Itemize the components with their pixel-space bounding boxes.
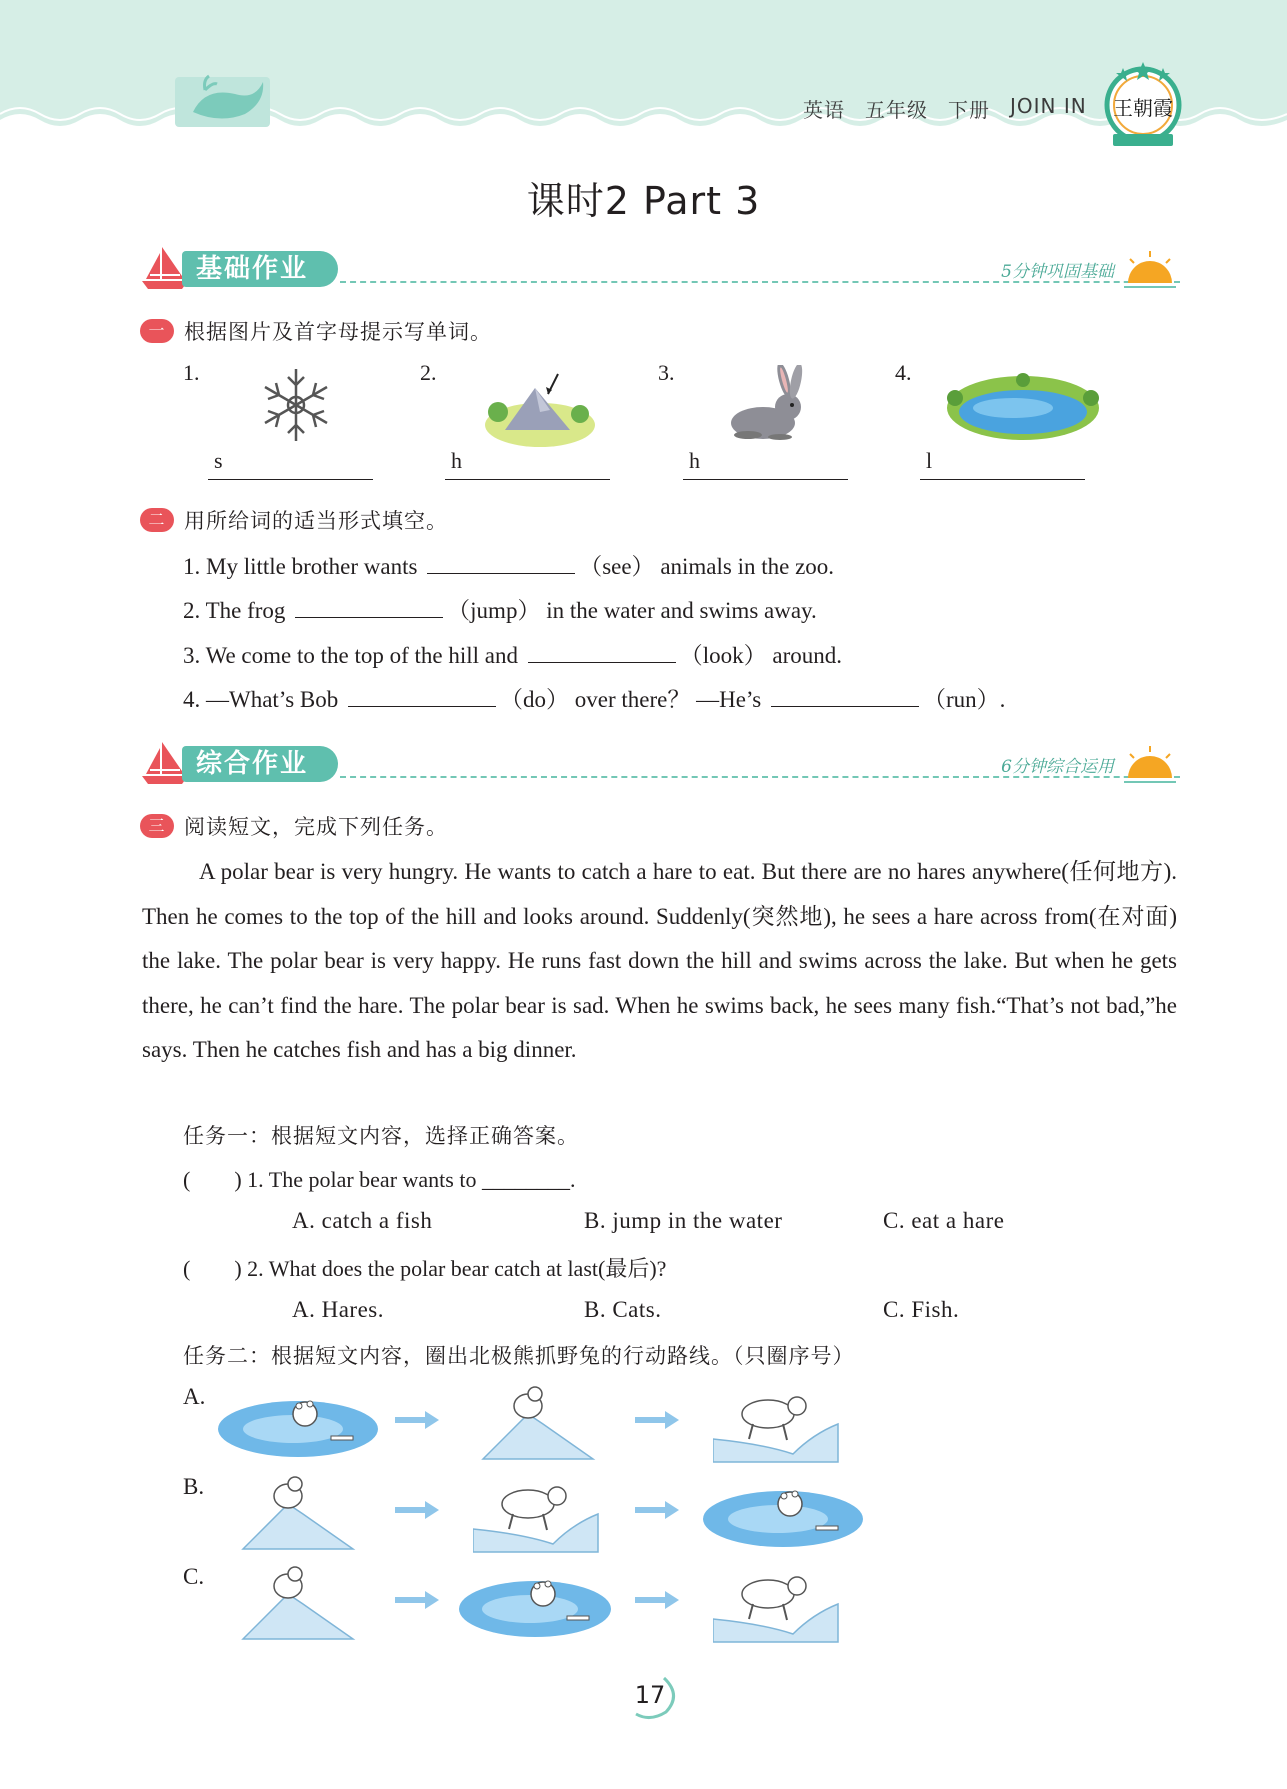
question-stem: 2. What does the polar bear catch at last(最后)? [247,1256,667,1281]
route-label[interactable]: B. [183,1474,205,1499]
sentence-text: 4. —What’s Bob [183,687,339,712]
bear-on-hill-icon [233,1564,363,1644]
picture-item-2 [420,360,620,480]
item-number: 1. [183,360,200,385]
option-c: C. eat a hare [883,1208,1005,1233]
given-word: （do） [500,687,569,712]
arrow-right-icon [393,1408,443,1432]
bear-swimming-icon [698,1474,868,1554]
sunrise-icon [1120,247,1180,293]
arrow-right-icon [633,1408,683,1432]
route-option-b[interactable] [183,1474,883,1564]
bear-walking-icon [713,1384,843,1464]
mc-question-2 [183,1252,666,1283]
fill-line-2 [183,592,817,625]
fill-line-4 [183,681,1005,714]
bear-walking-icon [713,1564,843,1644]
sentence-text: around. [772,643,842,668]
item-number: 2. [420,360,437,385]
question-number: 三 [140,814,174,838]
question-instruction: 用所给词的适当形式填空。 [184,509,448,533]
section-timer: 5分钟巩固基础 [1001,262,1114,282]
whale-icon [175,72,275,132]
section-banner-basic [140,245,1180,295]
given-word: （see） [579,554,655,579]
sentence-text: in the water and swims away. [546,598,817,623]
hare-icon [718,365,818,445]
answer-paren[interactable]: ( ) [183,1256,242,1281]
answer-blank[interactable] [771,685,919,707]
brand-badge [1103,60,1183,155]
task1-title: 任务一：根据短文内容，选择正确答案。 [183,1124,579,1148]
question-instruction: 阅读短文，完成下列任务。 [184,815,448,839]
bear-swimming-icon [213,1384,383,1464]
header-info [803,94,1087,123]
hill-icon [480,370,600,450]
header-subject: 英语 [803,98,845,122]
sentence-text: 3. We come to the top of the hill and [183,643,518,668]
page-number-text: 17 [634,1681,666,1709]
option-c: C. Fish. [883,1297,960,1322]
arrow-right-icon [393,1498,443,1522]
picture-item-3 [658,360,858,480]
route-option-a[interactable] [183,1384,883,1474]
page-header [0,0,1287,150]
lake-icon [943,368,1103,448]
answer-blank[interactable] [295,596,443,618]
answer-blank[interactable]: h [683,448,848,480]
question-number: 一 [140,319,174,343]
header-volume: 下册 [948,98,990,122]
header-grade: 五年级 [865,98,928,122]
question-number: 二 [140,508,174,532]
arrow-right-icon [633,1498,683,1522]
question-heading-3 [140,811,448,841]
question-heading-1 [140,316,492,346]
answer-blank[interactable] [427,552,575,574]
answer-blank[interactable]: l [920,448,1085,480]
bear-on-hill-icon [473,1384,603,1464]
bear-swimming-icon [455,1564,615,1644]
given-word: （jump） [447,598,541,623]
sentence-text: 1. My little brother wants [183,554,418,579]
reading-passage [142,850,1177,1073]
question-stem: 1. The polar bear wants to ________. [247,1167,576,1192]
arrow-right-icon [633,1588,683,1612]
page-number [620,1670,680,1720]
item-number: 4. [895,360,912,385]
given-word: （look） [679,643,767,668]
brand-name: 王朝霞 [1113,96,1173,120]
picture-item-1 [183,360,383,480]
sentence-text: over there？ —He’s [574,687,762,712]
arrow-right-icon [393,1588,443,1612]
passage-text: A polar bear is very hungry. He wants to catch a hare to eat. But there are no hares anywhere(任何地方). Then he comes to the top of the hill and looks around. Suddenly(突然地), he sees a hare across from(在对面) the lake. The polar bear is very happy. He runs fast down the hill and swims across the lake. But when he gets there, he can’t find the hare. The polar bear is sad. When he swims back, he sees many fish.“That’s not bad,”he says. Then he catches fish and has a big dinner. [142,859,1177,1062]
answer-blank[interactable]: h [445,448,610,480]
answer-paren[interactable]: ( ) [183,1167,242,1192]
task2-title: 任务二：根据短文内容，圈出北极熊抓野兔的行动路线。（只圈序号） [183,1344,855,1368]
fill-line-1 [183,548,834,581]
answer-blank[interactable] [528,641,676,663]
section-title: 基础作业 [182,251,338,287]
picture-item-4 [895,360,1095,480]
route-label[interactable]: A. [183,1384,206,1409]
sentence-text: animals in the zoo. [660,554,835,579]
answer-blank[interactable] [348,685,496,707]
option-a: A. catch a fish [292,1208,433,1233]
section-timer: 6分钟综合运用 [1001,757,1114,777]
item-number: 3. [658,360,675,385]
option-a: A. Hares. [292,1297,384,1322]
sunrise-icon [1120,742,1180,788]
option-b: B. Cats. [584,1297,662,1322]
sentence-text: 2. The frog [183,598,286,623]
fill-line-3 [183,637,842,670]
mc-question-1 [183,1163,575,1194]
bear-walking-icon [473,1474,603,1554]
question-instruction: 根据图片及首字母提示写单词。 [184,320,492,344]
route-option-c[interactable] [183,1564,883,1654]
option-b: B. jump in the water [584,1208,783,1233]
answer-blank[interactable]: s [208,448,373,480]
header-edition: JOIN IN [1010,94,1087,118]
question-heading-2 [140,505,448,535]
page-title: 课时2 Part 3 [526,179,761,223]
section-banner-comprehensive [140,740,1180,790]
snowflake-icon [251,365,341,445]
section-title: 综合作业 [182,746,338,782]
given-word: （run）. [923,687,1006,712]
route-label[interactable]: C. [183,1564,205,1589]
bear-on-hill-icon [233,1474,363,1554]
